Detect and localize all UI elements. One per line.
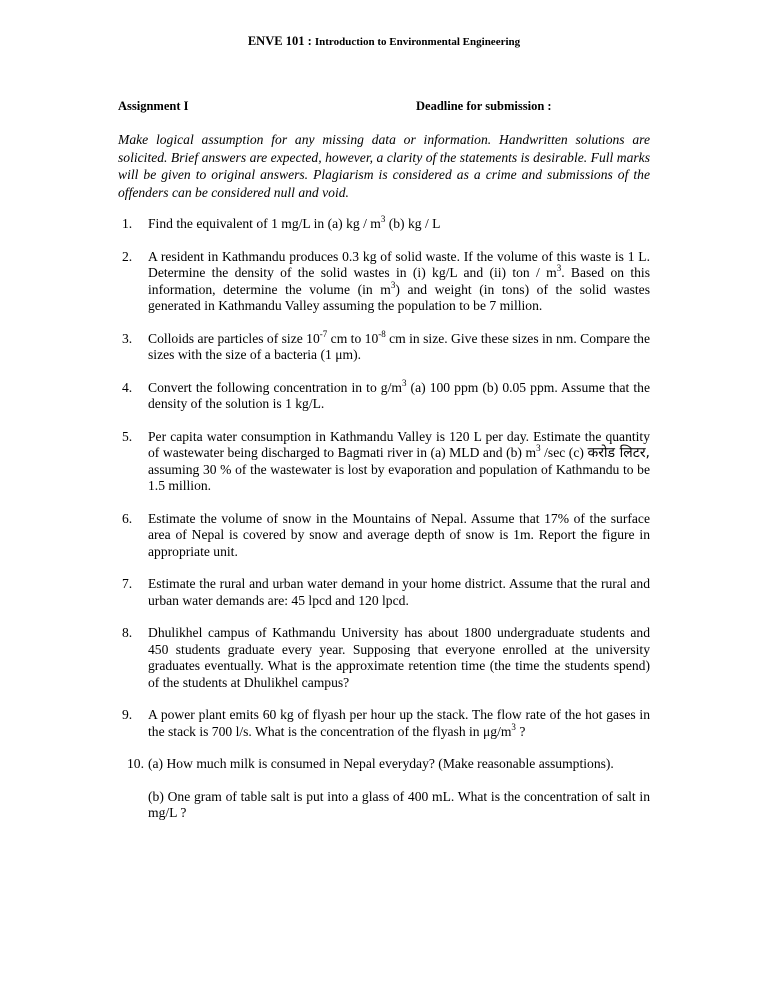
course-title: Introduction to Environmental Engineering bbox=[314, 36, 521, 48]
question-text: A resident in Kathmandu produces 0.3 kg of solid waste. If the volume of this waste is 1 L. Determine the density of the solid wastes in (i) kg/L and (ii) ton / $m^3$. Based on this information, determine the volume (in $m^3$) and weight (in tons) of the solid wastes generated in Kathmandu Valley assuming the population to be 7 million. bbox=[148, 248, 650, 313]
question-number: 5. bbox=[122, 428, 133, 444]
question-number: 1. bbox=[122, 216, 133, 231]
question-10-part-b: (b) One gram of table salt is put into a glass of 400 mL. What is the concentration of salt in mg/L ? bbox=[148, 788, 650, 820]
question-number: 8. bbox=[122, 625, 133, 640]
assignment-label: Assignment I bbox=[118, 99, 189, 113]
question-text: Estimate the rural and urban water demand in your home district. Assume that the rural and urban water demands are: 45 lpcd and 120 lpcd. bbox=[148, 576, 650, 608]
question-text: A power plant emits 60 kg of flyash per hour up the stack. The flow rate of the hot gases in the stack is 700 l/s. What is the concentration of the flyash in $\mu g/m^3$ ? bbox=[148, 707, 650, 739]
course-code: ENVE 101 : bbox=[247, 34, 312, 48]
question-text: Colloids are particles of size $10^{-7}$ cm to $10^{-8}$ cm in size. Give these sizes in nm. Compare the sizes with the size of a bacteria (1 μm). bbox=[148, 328, 651, 362]
question-7 bbox=[118, 576, 650, 609]
question-number: 9. bbox=[122, 707, 133, 722]
question-text: Per capita water consumption in Kathmandu Valley is 120 L per day. Estimate the quantity of wastewater being discharged to Bagmati river in (a) MLD and (b) $m^3$ /sec (c) करोड लिटर, assuming 30 % of the wastewater is lost by evaporation and population of Kathmandu to be 1.5 million. bbox=[148, 428, 650, 493]
question-3 bbox=[118, 328, 651, 364]
question-text: Find the equivalent of 1 mg/L in (a) kg / $m^3$ (b) kg / L bbox=[148, 214, 441, 231]
question-number: 10. bbox=[127, 756, 144, 771]
question-9 bbox=[118, 707, 650, 740]
question-5 bbox=[118, 429, 650, 495]
question-1 bbox=[118, 216, 650, 233]
question-text: Estimate the volume of snow in the Mountains of Nepal. Assume that 17% of the surface area of Nepal is covered by snow and average depth of snow is 1m. Report the figure in appropriate unit. bbox=[148, 510, 650, 559]
question-list bbox=[118, 216, 650, 838]
question-2 bbox=[118, 249, 650, 315]
instructions-paragraph: Make logical assumption for any missing data or information. Handwritten solutions are solicited. Brief answers are expected, however, a clarity of the statements is desirable. Full marks will be given to original answers. Plagiarism is considered as a crime and submissions of the offenders can be considered null and void. bbox=[118, 132, 650, 200]
question-10 bbox=[118, 756, 650, 822]
deadline-label: Deadline for submission : bbox=[416, 99, 552, 113]
question-number: 4. bbox=[122, 379, 133, 395]
question-number: 3. bbox=[122, 330, 133, 346]
page-title bbox=[0, 34, 768, 49]
question-number: 7. bbox=[122, 576, 133, 591]
question-number: 6. bbox=[122, 510, 133, 526]
question-4 bbox=[118, 377, 650, 413]
question-number: 2. bbox=[122, 248, 133, 264]
question-text: (a) How much milk is consumed in Nepal everyday? (Make reasonable assumptions). bbox=[148, 756, 614, 771]
question-8 bbox=[118, 625, 650, 691]
devanagari-text: करोड लिटर, bbox=[587, 445, 650, 461]
question-text: Dhulikhel campus of Kathmandu University has about 1800 undergraduate students and 450 students graduate every year. Supposing that everyone enrolled at the university graduates eventually. What is the approximate retention time (the time the students spend) of the students at Dhulikhel campus? bbox=[148, 625, 650, 690]
question-6 bbox=[118, 511, 650, 561]
question-text: Convert the following concentration in to $g/m^3$ (a) 100 ppm (b) 0.05 ppm. Assume that the density of the solution is 1 kg/L. bbox=[148, 377, 650, 411]
